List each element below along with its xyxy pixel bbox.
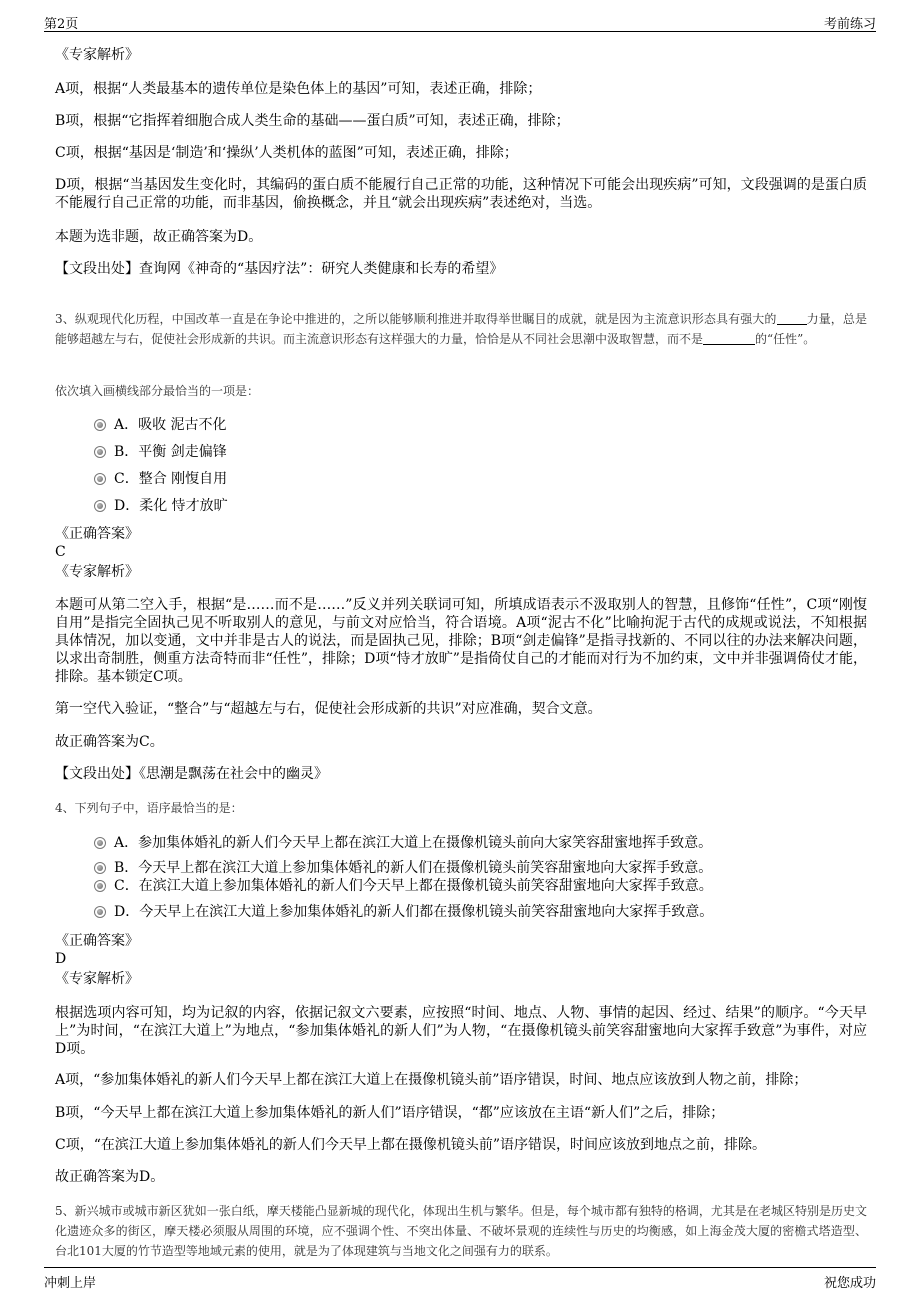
radio-icon[interactable] — [94, 906, 106, 918]
page-number: 第2页 — [44, 17, 79, 32]
q3-analysis-label: 《专家解析》 — [55, 564, 139, 580]
q2-analysis-a: A项，根据“人类最基本的遗传单位是染色体上的基因”可知，表述正确，排除； — [55, 81, 542, 97]
q3-blank-1 — [777, 310, 807, 325]
q3-option-c[interactable] — [94, 470, 227, 488]
q3-source: 【文段出处】《思潮是飘荡在社会中的幽灵》 — [55, 766, 328, 782]
radio-icon[interactable] — [94, 419, 106, 431]
q3-option-a-label: A．吸收 泥古不化 — [114, 417, 227, 433]
q3-answer-label: 《正确答案》 — [55, 526, 139, 542]
q3-option-b-label: B．平衡 剑走偏锋 — [114, 444, 227, 460]
q4-answer-label: 《正确答案》 — [55, 933, 139, 949]
q4-option-b[interactable] — [94, 859, 712, 877]
q5-stem: 5、新兴城市或城市新区犹如一张白纸，摩天楼能凸显新城的现代化，体现出生机与繁华。但是，每个城市都有独特的格调，尤其是在老城区特别是历史文化遗迹众多的街区，摩天楼必须服从周围的环境，应不强调个性、不突出体量、不破坏景观的连续性与历史的均衡感，如上海金茂大厦的密檐式塔造型、台北101大厦的竹节造型等地域元素的使用，就是为了体现建筑与当地文化之间强有力的联系。 — [55, 1204, 867, 1258]
header-title: 考前练习 — [823, 17, 876, 32]
q4-option-c-label: C．在滨江大道上参加集体婚礼的新人们今天早上都在摄像机镜头前笑容甜蜜地向大家挥手致意。 — [114, 878, 713, 894]
page-header — [44, 10, 876, 32]
radio-icon[interactable] — [94, 473, 106, 485]
q4-option-c[interactable] — [94, 877, 713, 895]
q2-analysis-d: D项，根据“当基因发生变化时，其编码的蛋白质不能履行自己正常的功能，这种情况下可能会出现疾病”可知，文段强调的是蛋白质不能履行自己正常的功能，而非基因，偷换概念，并且“就会出现疾病”表述绝对，当选。 — [55, 177, 867, 211]
q4-stem: 4、下列句子中，语序最恰当的是： — [55, 801, 243, 815]
q3-stem — [55, 309, 867, 349]
footer-left-text: 冲刺上岸 — [44, 1276, 97, 1291]
radio-icon[interactable] — [94, 862, 106, 874]
q3-conclusion: 故正确答案为C。 — [55, 734, 164, 750]
q3-option-a[interactable] — [94, 416, 227, 434]
q2-analysis-label: 《专家解析》 — [55, 47, 139, 63]
header-divider — [44, 31, 876, 32]
q3-instruction: 依次填入画横线部分最恰当的一项是： — [55, 384, 260, 398]
q4-analysis-c: C项，“在滨江大道上参加集体婚礼的新人们今天早上都在摄像机镜头前”语序错误，时间应该放到地点之前，排除。 — [55, 1137, 767, 1153]
q3-stem-part-a: 3、纵观现代化历程，中国改革一直是在争论中推进的，之所以能够顺利推进并取得举世瞩目的成就，就是因为主流意识形态具有强大的 — [55, 312, 777, 326]
page-footer — [44, 1272, 876, 1292]
q4-analysis-label: 《专家解析》 — [55, 971, 139, 987]
q3-option-d[interactable] — [94, 497, 228, 515]
q3-stem-part-b: 力量，总是能够超越左与右，促使社会形成新的共识。而主流意识形态有这样强大的力量，恰恰是从不同社会思潮中汲取智慧，而不是 — [55, 312, 867, 346]
q3-blank-2 — [703, 330, 755, 345]
radio-icon[interactable] — [94, 500, 106, 512]
q2-analysis-b: B项，根据“它指挥着细胞合成人类生命的基础——蛋白质”可知，表述正确，排除； — [55, 113, 570, 129]
q3-option-d-label: D．柔化 恃才放旷 — [114, 498, 228, 514]
q3-analysis-2: 第一空代入验证，“整合”与“超越左与右，促使社会形成新的共识”对应准确，契合文意。 — [55, 701, 602, 717]
radio-icon[interactable] — [94, 837, 106, 849]
q3-option-c-label: C．整合 刚愎自用 — [114, 471, 228, 487]
q3-analysis-1: 本题可从第二空入手，根据“是……而不是……”反义并列关联词可知，所填成语表示不汲取别人的智慧，且修饰“任性”，C项“刚愎自用”是指完全固执己见不听取别人的意见，与前文对应恰当，符合语境。A项“泥古不化”比喻拘泥于古代的成规或说法，不知根据具体情况，加以变通，文中并非是古人的说法，而是固执己见，排除；B项“剑走偏锋”是指寻找新的、不同以往的办法来解决问题，以求出奇制胜，侧重方法奇特而非“任性”，排除；D项“恃才放旷”是指倚仗自己的才能而对行为不加约束，文中并非强调倚仗才能，排除。基本锁定C项。 — [55, 597, 867, 685]
q4-option-d[interactable] — [94, 903, 713, 921]
q2-conclusion: 本题为选非题，故正确答案为D。 — [55, 229, 263, 245]
q4-option-a-label: A．参加集体婚礼的新人们今天早上都在滨江大道上在摄像机镜头前向大家笑容甜蜜地挥手致意。 — [114, 835, 713, 851]
q3-stem-part-c: 的“任性”。 — [755, 332, 816, 346]
q4-option-a[interactable] — [94, 834, 712, 852]
q3-answer: C — [55, 544, 66, 560]
q4-analysis-1: 根据选项内容可知，均为记叙的内容，依据记叙文六要素，应按照“时间、地点、人物、事情的起因、经过、结果”的顺序。“今天早上”为时间，“在滨江大道上”为地点，“参加集体婚礼的新人们”为人物，“在摄像机镜头前笑容甜蜜地向大家挥手致意”为事件，对应D项。 — [55, 1005, 867, 1057]
q4-option-b-label: B．今天早上都在滨江大道上参加集体婚礼的新人们在摄像机镜头前笑容甜蜜地向大家挥手致意。 — [114, 860, 713, 876]
footer-right-text: 祝您成功 — [823, 1276, 876, 1291]
footer-divider — [44, 1267, 876, 1268]
q2-analysis-c: C项，根据“基因是‘制造’和‘操纵’人类机体的蓝图”可知，表述正确，排除； — [55, 145, 518, 161]
radio-icon[interactable] — [94, 446, 106, 458]
q4-analysis-a: A项，“参加集体婚礼的新人们今天早上都在滨江大道上在摄像机镜头前”语序错误，时间、地点应该放到人物之前，排除； — [55, 1072, 808, 1088]
q4-conclusion: 故正确答案为D。 — [55, 1169, 165, 1185]
q4-answer: D — [55, 951, 67, 967]
q2-source: 【文段出处】查询网《神奇的“基因疗法”：研究人类健康和长寿的希望》 — [55, 261, 504, 277]
q3-option-b[interactable] — [94, 443, 227, 461]
q4-analysis-b: B项，“今天早上都在滨江大道上参加集体婚礼的新人们”语序错误，“都”应该放在主语“新人们”之后，排除； — [55, 1105, 725, 1121]
q4-option-d-label: D．今天早上在滨江大道上参加集体婚礼的新人们都在摄像机镜头前笑容甜蜜地向大家挥手致意。 — [114, 904, 714, 920]
radio-icon[interactable] — [94, 880, 106, 892]
